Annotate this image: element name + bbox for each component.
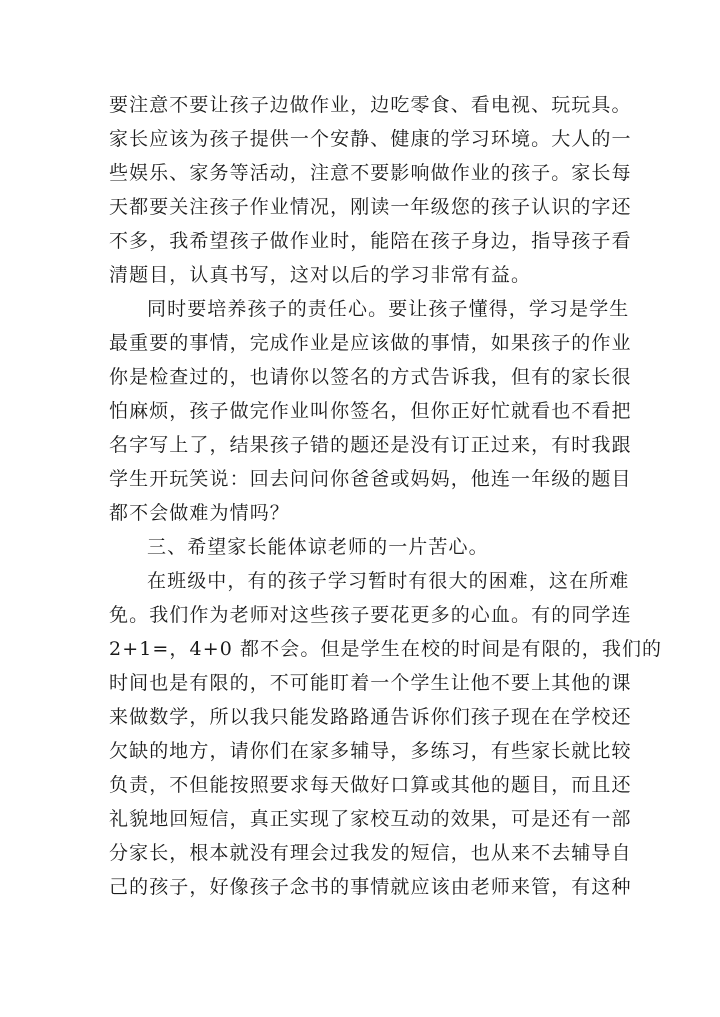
text-line: 负责，不但能按照要求每天做好口算或其他的题目，而且还: [109, 774, 632, 796]
paragraph-start-line: 在班级中，有的孩子学习暂时有很大的困难，这在所难: [147, 570, 630, 592]
text-line: 学生开玩笑说：回去问问你爸爸或妈妈，他连一年级的题目: [109, 468, 632, 490]
paragraph-start-line: 同时要培养孩子的责任心。要让孩子懂得，学习是学生: [147, 298, 630, 320]
text-line: 2+1=，4+0 都不会。但是学生在校的时间是有限的，我们的: [109, 638, 663, 660]
text-line: 免。我们作为老师对这些孩子要花更多的心血。有的同学连: [109, 604, 632, 626]
text-line: 不多，我希望孩子做作业时，能陪在孩子身边，指导孩子看: [109, 230, 632, 252]
document-body: [109, 88, 663, 904]
text-line: 分家长，根本就没有理会过我发的短信，也从来不去辅导自: [109, 842, 632, 864]
text-line: 礼貌地回短信，真正实现了家校互动的效果，可是还有一部: [109, 808, 632, 830]
text-line: 清题目，认真书写，这对以后的学习非常有益。: [109, 264, 532, 286]
section-heading: 三、希望家长能体谅老师的一片苦心。: [147, 536, 489, 558]
text-line: 来做数学，所以我只能发路路通告诉你们孩子现在在学校还: [109, 706, 632, 728]
text-line: 些娱乐、家务等活动，注意不要影响做作业的孩子。家长每: [109, 162, 632, 184]
text-line: 己的孩子，好像孩子念书的事情就应该由老师来管，有这种: [109, 876, 632, 898]
text-line: 要注意不要让孩子边做作业，边吃零食、看电视、玩玩具。: [109, 94, 632, 116]
text-line: 天都要关注孩子作业情况，刚读一年级您的孩子认识的字还: [109, 196, 632, 218]
text-line: 名字写上了，结果孩子错的题还是没有订正过来，有时我跟: [109, 434, 632, 456]
text-line: 都不会做难为情吗？: [109, 502, 290, 524]
text-line: 你是检查过的，也请你以签名的方式告诉我，但有的家长很: [109, 366, 632, 388]
text-line: 怕麻烦，孩子做完作业叫你签名，但你正好忙就看也不看把: [109, 400, 632, 422]
text-line: 欠缺的地方，请你们在家多辅导，多练习，有些家长就比较: [109, 740, 632, 762]
text-line: 时间也是有限的，不可能盯着一个学生让他不要上其他的课: [109, 672, 632, 694]
text-line: 家长应该为孩子提供一个安静、健康的学习环境。大人的一: [109, 128, 632, 150]
text-line: 最重要的事情，完成作业是应该做的事情，如果孩子的作业: [109, 332, 632, 354]
